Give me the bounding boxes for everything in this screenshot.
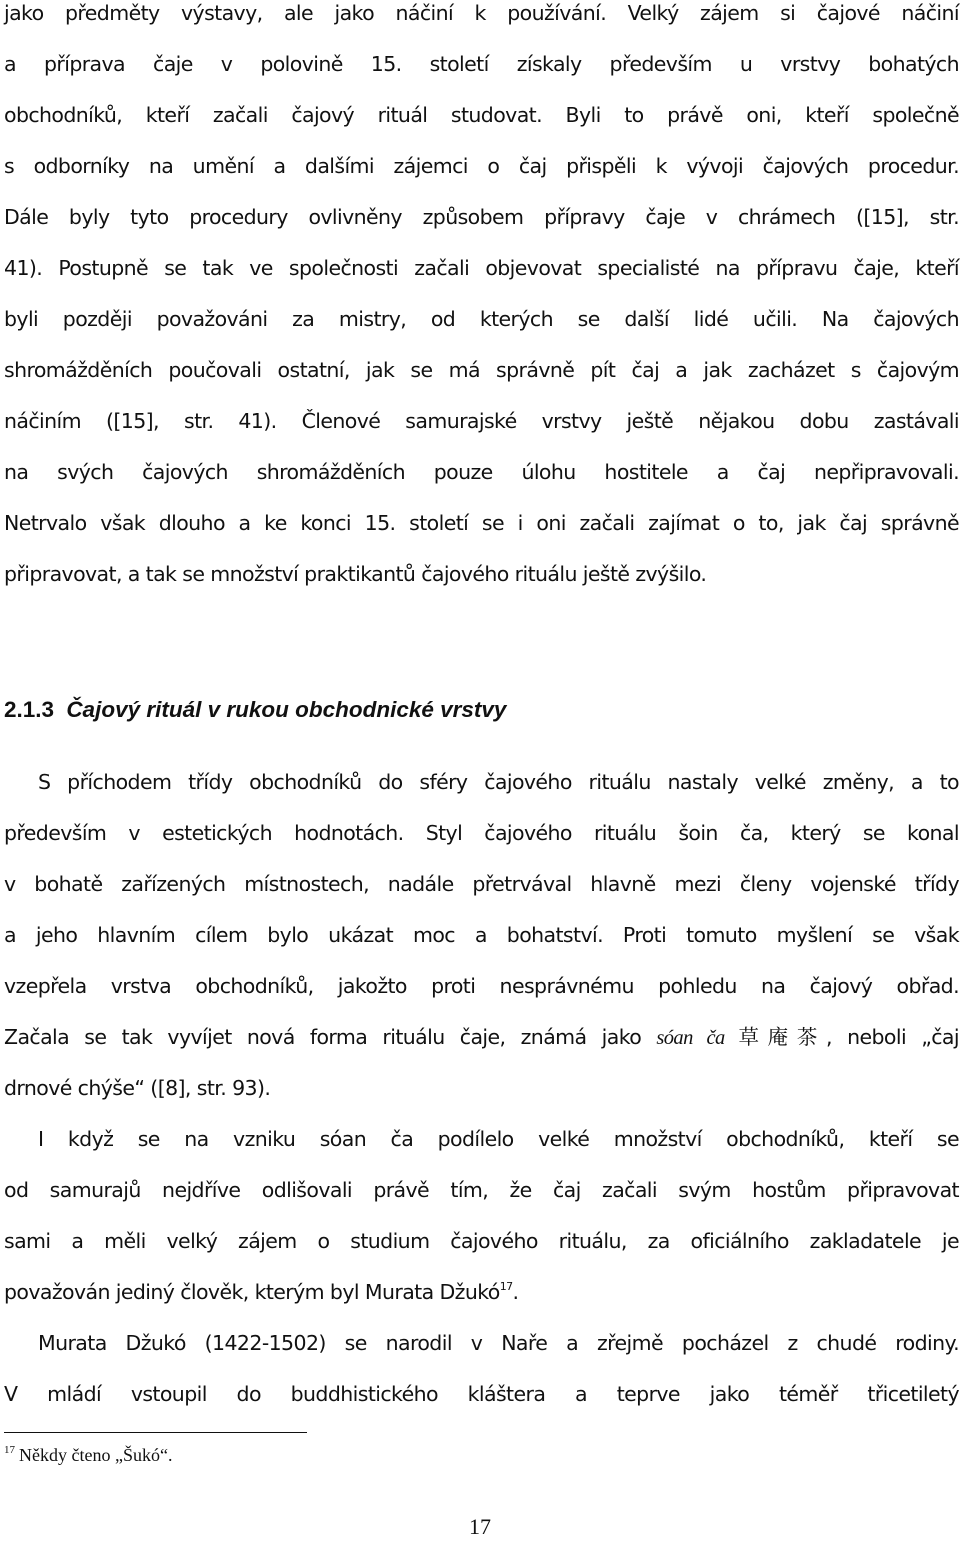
section-heading [4, 690, 506, 730]
text-line: S příchodem třídy obchodníků do sféry čajového rituálu nastaly velké změny, a to [38, 770, 959, 794]
text-line: na svých čajových shromážděních pouze úlohu hostitele a čaj nepřipravovali. [4, 460, 959, 484]
text-line: vzepřela vrstva obchodníků, jakožto proti nesprávnému pohledu na čajový obřad. [4, 974, 959, 998]
text-line: V mládí vstoupil do buddhistického kláštera a teprve jako téměř třicetiletý [4, 1382, 959, 1406]
text-line: jako předměty výstavy, ale jako náčiní k používání. Velký zájem si čajové náčiní [4, 1, 959, 25]
footnote-text: Někdy čteno „Šukó“. [19, 1445, 173, 1465]
footnote-mark: 17 [4, 1444, 15, 1456]
text-run: , neboli „čaj [826, 1025, 959, 1049]
text-run: . [512, 1280, 519, 1304]
text-line: Dále byly tyto procedury ovlivněny způsobem přípravy čaje v chrámech ([15], str. [4, 205, 959, 229]
text-run: považován jediný člověk, kterým byl Murata Džukó [4, 1280, 500, 1304]
text-line: především v estetických hodnotách. Styl čajového rituálu šoin ča, který se konal [4, 821, 959, 845]
text-line: Murata Džukó (1422-1502) se narodil v Naře a zřejmě pocházel z chudé rodiny. [38, 1331, 959, 1355]
footnote-divider [4, 1432, 307, 1433]
text-run: Začala se tak vyvíjet nová forma rituálu čaje, známá jako [4, 1025, 657, 1049]
text-line [4, 1272, 959, 1312]
kanji-term: 草庵茶 [724, 1027, 826, 1049]
text-line: I když se na vzniku sóan ča podílelo velké množství obchodníků, kteří se [38, 1127, 959, 1151]
text-line: od samurajů nejdříve odlišovali právě tím, že čaj začali svým hostům připravovat [4, 1178, 959, 1202]
section-title: Čajový rituál v rukou obchodnické vrstvy [66, 697, 507, 722]
page-number: 17 [469, 1514, 491, 1539]
text-line: s odborníky na umění a dalšími zájemci o čaj přispěli k vývoji čajových procedur. [4, 154, 959, 178]
text-line: a jeho hlavním cílem bylo ukázat moc a bohatství. Proti tomuto myšlení se však [4, 923, 959, 947]
footnote-reference[interactable]: 17 [499, 1280, 513, 1293]
text-line: obchodníků, kteří začali čajový rituál studovat. Byli to právě oni, kteří společně [4, 103, 959, 127]
text-line: sami a měli velký zájem o studium čajového rituálu, za oficiálního zakladatele je [4, 1229, 959, 1253]
footnote [4, 1440, 172, 1470]
italic-term: sóan ča [656, 1027, 725, 1049]
text-line: a příprava čaje v polovině 15. století získaly především u vrstvy bohatých [4, 52, 959, 76]
text-line: připravovat, a tak se množství praktikantů čajového rituálu ještě zvýšilo. [4, 562, 707, 586]
section-number: 2.1.3 [4, 697, 55, 722]
text-line: 41). Postupně se tak ve společnosti začali objevovat specialisté na přípravu čaje, kteří [4, 256, 959, 280]
text-line: v bohatě zařízených místnostech, nadále přetrvával hlavně mezi členy vojenské třídy [4, 872, 959, 896]
text-line: Netrvalo však dlouho a ke konci 15. století se i oni začali zajímat o to, jak čaj správně [4, 511, 959, 535]
text-line: byli později považováni za mistry, od kterých se další lidé učili. Na čajových [4, 307, 959, 331]
text-line: drnové chýše“ ([8], str. 93). [4, 1076, 271, 1100]
text-line: shromážděních poučovali ostatní, jak se má správně pít čaj a jak zacházet s čajovým [4, 358, 959, 382]
text-line: náčiním ([15], str. 41). Členové samurajské vrstvy ještě nějakou dobu zastávali [4, 409, 959, 433]
text-line [4, 1017, 959, 1057]
